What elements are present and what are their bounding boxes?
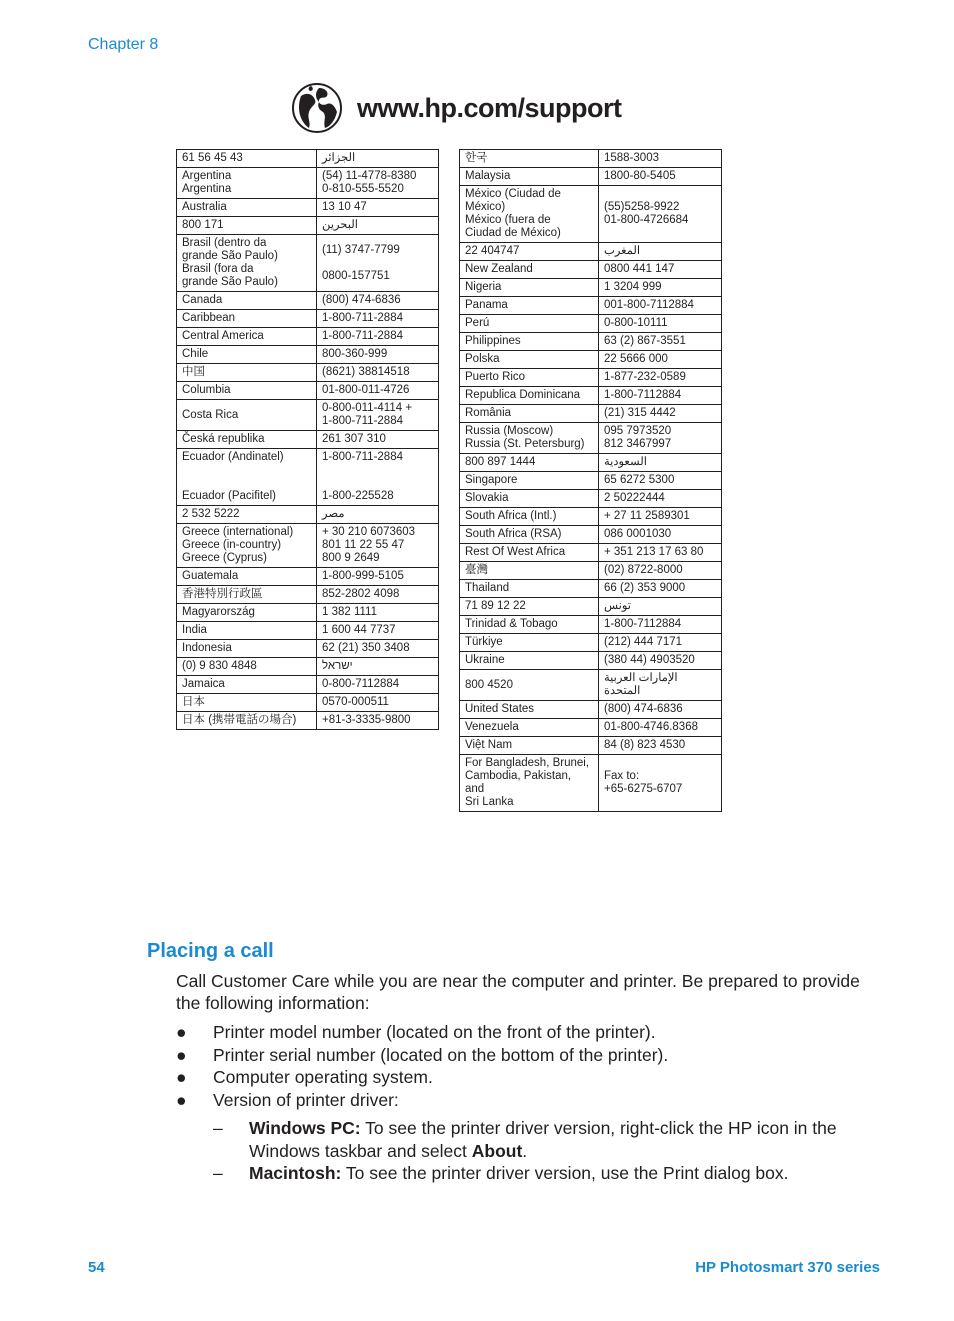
country-cell: 71 89 12 22 xyxy=(460,598,599,616)
country-cell: Polska xyxy=(460,351,599,369)
country-cell: United States xyxy=(460,701,599,719)
section-title: Placing a call xyxy=(147,940,274,962)
list-item: ● Version of printer driver: xyxy=(176,1089,399,1110)
product-name: HP Photosmart 370 series xyxy=(695,1259,880,1276)
country-cell: Ecuador (Andinatel) Ecuador (Pacifitel) xyxy=(177,449,317,506)
country-cell: Venezuela xyxy=(460,719,599,737)
phone-cell: 62 (21) 350 3408 xyxy=(317,640,439,658)
table-row xyxy=(460,701,722,719)
phone-cell: (8621) 38814518 xyxy=(317,364,439,382)
bullet-icon: ● xyxy=(176,1022,187,1042)
country-cell: Malaysia xyxy=(460,168,599,186)
table-row xyxy=(460,719,722,737)
country-cell: New Zealand xyxy=(460,261,599,279)
phone-cell: 095 7973520 812 3467997 xyxy=(599,423,722,454)
country-cell: Russia (Moscow) Russia (St. Petersburg) xyxy=(460,423,599,454)
phone-cell: 086 0001030 xyxy=(599,526,722,544)
country-cell: Việt Nam xyxy=(460,737,599,755)
country-cell: 800 4520 xyxy=(460,670,599,701)
bullet-icon: ● xyxy=(176,1067,187,1087)
table-row xyxy=(177,524,439,568)
phone-cell: 0800 441 147 xyxy=(599,261,722,279)
phone-cell: 13 10 47 xyxy=(317,199,439,217)
phone-cell: 01-800-4746.8368 xyxy=(599,719,722,737)
phone-cell: 65 6272 5300 xyxy=(599,472,722,490)
table-row xyxy=(460,150,722,168)
country-cell: 中国 xyxy=(177,364,317,382)
phone-cell: 1 600 44 7737 xyxy=(317,622,439,640)
phone-cell: السعودية xyxy=(599,454,722,472)
country-cell: Thailand xyxy=(460,580,599,598)
table-row xyxy=(460,526,722,544)
sub-item-macintosh: – Macintosh: To see the printer driver version, use the Print dialog box. xyxy=(213,1163,789,1183)
phone-cell: 1-800-711-2884 xyxy=(317,328,439,346)
phone-cell: (800) 474-6836 xyxy=(599,701,722,719)
country-cell: Magyarország xyxy=(177,604,317,622)
phone-cell: 1-800-711-2884 xyxy=(317,310,439,328)
phone-cell: 261 307 310 xyxy=(317,431,439,449)
phone-cell: الجزائر xyxy=(317,150,439,168)
table-row xyxy=(460,544,722,562)
phone-cell: (11) 3747-7799 0800-157751 xyxy=(317,235,439,292)
table-row xyxy=(177,235,439,292)
table-row xyxy=(460,369,722,387)
table-row xyxy=(177,217,439,235)
country-cell: 800 897 1444 xyxy=(460,454,599,472)
country-cell: Central America xyxy=(177,328,317,346)
country-cell: 2 532 5222 xyxy=(177,506,317,524)
table-row xyxy=(460,755,722,812)
phone-cell: (380 44) 4903520 xyxy=(599,652,722,670)
country-cell: Perú xyxy=(460,315,599,333)
table-row xyxy=(177,364,439,382)
table-row xyxy=(460,737,722,755)
phone-cell: 1-800-7112884 xyxy=(599,616,722,634)
table-row xyxy=(177,640,439,658)
table-row xyxy=(460,243,722,261)
table-row xyxy=(460,454,722,472)
table-row xyxy=(177,586,439,604)
phone-cell: 1-877-232-0589 xyxy=(599,369,722,387)
table-row xyxy=(460,351,722,369)
phone-cell: مصر xyxy=(317,506,439,524)
table-row xyxy=(460,186,722,243)
phone-cell: 0-800-10111 xyxy=(599,315,722,333)
country-cell: 日本 (携帯電話の場合) xyxy=(177,712,317,730)
table-row xyxy=(177,694,439,712)
table-row xyxy=(177,622,439,640)
country-cell: Columbia xyxy=(177,382,317,400)
country-cell: Česká republika xyxy=(177,431,317,449)
country-cell: Argentina Argentina xyxy=(177,168,317,199)
table-row xyxy=(177,431,439,449)
country-cell: Greece (international) Greece (in-country) Greece (Cyprus) xyxy=(177,524,317,568)
table-row xyxy=(177,449,439,506)
table-row xyxy=(177,658,439,676)
table-row xyxy=(460,598,722,616)
phone-cell: (54) 11-4778-8380 0-810-555-5520 xyxy=(317,168,439,199)
phone-cell: 66 (2) 353 9000 xyxy=(599,580,722,598)
phone-cell: الإمارات العربية المتحدة xyxy=(599,670,722,701)
table-row xyxy=(460,387,722,405)
phone-cell: (55)5258-9922 01-800-4726684 xyxy=(599,186,722,243)
phone-cell: 1588-3003 xyxy=(599,150,722,168)
intro-paragraph: Call Customer Care while you are near the computer and printer. Be prepared to provide the following information: xyxy=(176,971,860,1013)
country-cell: South Africa (RSA) xyxy=(460,526,599,544)
table-row xyxy=(177,346,439,364)
table-row xyxy=(460,297,722,315)
phone-cell: 0-800-7112884 xyxy=(317,676,439,694)
country-cell: Indonesia xyxy=(177,640,317,658)
phone-cell: (212) 444 7171 xyxy=(599,634,722,652)
phone-cell: 852-2802 4098 xyxy=(317,586,439,604)
phone-cell: + 351 213 17 63 80 xyxy=(599,544,722,562)
table-row xyxy=(460,168,722,186)
phone-cell: 001-800-7112884 xyxy=(599,297,722,315)
table-row xyxy=(460,333,722,351)
country-cell: Canada xyxy=(177,292,317,310)
table-row xyxy=(460,580,722,598)
table-row xyxy=(177,604,439,622)
phone-cell: المغرب xyxy=(599,243,722,261)
bullet-icon: ● xyxy=(176,1089,187,1110)
phone-cell: + 30 210 6073603 801 11 22 55 47 800 9 2649 xyxy=(317,524,439,568)
support-url: www.hp.com/support xyxy=(357,92,622,123)
chapter-label: Chapter 8 xyxy=(88,36,159,53)
phone-cell: 63 (2) 867-3551 xyxy=(599,333,722,351)
table-row xyxy=(460,652,722,670)
table-row xyxy=(177,400,439,431)
country-cell: Nigeria xyxy=(460,279,599,297)
table-row xyxy=(460,279,722,297)
table-row xyxy=(460,490,722,508)
phone-cell: 1-800-7112884 xyxy=(599,387,722,405)
sub-item-windows: – Windows PC: To see the printer driver version, right-click the HP icon in the Windows taskbar and select About. xyxy=(213,1118,837,1161)
list-item: ● Printer model number (located on the front of the printer). xyxy=(176,1022,656,1042)
phone-cell: 800-360-999 xyxy=(317,346,439,364)
table-row xyxy=(460,634,722,652)
country-cell: 臺灣 xyxy=(460,562,599,580)
table-row xyxy=(177,712,439,730)
country-cell: 61 56 45 43 xyxy=(177,150,317,168)
list-item: ● Computer operating system. xyxy=(176,1067,433,1087)
country-cell: South Africa (Intl.) xyxy=(460,508,599,526)
support-logo xyxy=(291,80,622,136)
country-cell: Australia xyxy=(177,199,317,217)
info-bullet-list xyxy=(176,1021,876,1111)
table-row xyxy=(460,670,722,701)
country-cell: Rest Of West Africa xyxy=(460,544,599,562)
phone-cell: 22 5666 000 xyxy=(599,351,722,369)
phone-table-right xyxy=(459,149,722,812)
country-cell: 香港特別行政區 xyxy=(177,586,317,604)
country-cell: Guatemala xyxy=(177,568,317,586)
table-row xyxy=(460,562,722,580)
phone-cell: (02) 8722-8000 xyxy=(599,562,722,580)
phone-cell: ישראל xyxy=(317,658,439,676)
phone-cell: 01-800-011-4726 xyxy=(317,382,439,400)
country-cell: Chile xyxy=(177,346,317,364)
country-cell: For Bangladesh, Brunei, Cambodia, Pakistan, and Sri Lanka xyxy=(460,755,599,812)
country-cell: Brasil (dentro da grande São Paulo) Brasil (fora da grande São Paulo) xyxy=(177,235,317,292)
driver-sub-list xyxy=(213,1117,883,1185)
country-cell: Slovakia xyxy=(460,490,599,508)
country-cell: Costa Rica xyxy=(177,400,317,431)
phone-cell: 1-800-999-5105 xyxy=(317,568,439,586)
table-row xyxy=(177,168,439,199)
table-row xyxy=(177,199,439,217)
country-cell: Philippines xyxy=(460,333,599,351)
table-row xyxy=(460,423,722,454)
country-cell: Puerto Rico xyxy=(460,369,599,387)
country-cell: 800 171 xyxy=(177,217,317,235)
country-cell: Singapore xyxy=(460,472,599,490)
list-item: ● Printer serial number (located on the bottom of the printer). xyxy=(176,1044,669,1065)
table-row xyxy=(177,506,439,524)
phone-cell: تونس xyxy=(599,598,722,616)
phone-cell: 1-800-711-2884 1-800-225528 xyxy=(317,449,439,506)
globe-icon xyxy=(291,82,343,134)
country-cell: Republica Dominicana xyxy=(460,387,599,405)
table-row xyxy=(460,508,722,526)
country-cell: 日本 xyxy=(177,694,317,712)
table-row xyxy=(460,405,722,423)
table-row xyxy=(460,261,722,279)
phone-cell: +81-3-3335-9800 xyxy=(317,712,439,730)
country-cell: México (Ciudad de México) México (fuera de Ciudad de México) xyxy=(460,186,599,243)
country-cell: 한국 xyxy=(460,150,599,168)
phone-cell: Fax to: +65-6275-6707 xyxy=(599,755,722,812)
phone-table-left xyxy=(176,149,439,730)
phone-cell: 1800-80-5405 xyxy=(599,168,722,186)
table-row xyxy=(177,676,439,694)
phone-cell: 0570-000511 xyxy=(317,694,439,712)
dash-icon: – xyxy=(213,1118,223,1138)
phone-cell: 2 50222444 xyxy=(599,490,722,508)
country-cell: (0) 9 830 4848 xyxy=(177,658,317,676)
table-row xyxy=(177,382,439,400)
phone-cell: + 27 11 2589301 xyxy=(599,508,722,526)
country-cell: Ukraine xyxy=(460,652,599,670)
phone-cell: 84 (8) 823 4530 xyxy=(599,737,722,755)
table-row xyxy=(177,310,439,328)
country-cell: România xyxy=(460,405,599,423)
bullet-icon: ● xyxy=(176,1044,187,1065)
country-cell: Jamaica xyxy=(177,676,317,694)
table-row xyxy=(177,328,439,346)
phone-cell: 1 3204 999 xyxy=(599,279,722,297)
table-row xyxy=(177,150,439,168)
country-cell: Trinidad & Tobago xyxy=(460,616,599,634)
country-cell: Caribbean xyxy=(177,310,317,328)
country-cell: 22 404747 xyxy=(460,243,599,261)
table-row xyxy=(460,472,722,490)
dash-icon: – xyxy=(213,1163,223,1183)
country-cell: India xyxy=(177,622,317,640)
phone-cell: (800) 474-6836 xyxy=(317,292,439,310)
country-cell: Türkiye xyxy=(460,634,599,652)
table-row xyxy=(177,292,439,310)
table-row xyxy=(460,315,722,333)
country-cell: Panama xyxy=(460,297,599,315)
phone-cell: 1 382 1111 xyxy=(317,604,439,622)
page-number: 54 xyxy=(88,1259,105,1276)
table-row xyxy=(460,616,722,634)
phone-cell: البحرين xyxy=(317,217,439,235)
phone-cell: 0-800-011-4114 + 1-800-711-2884 xyxy=(317,400,439,431)
table-row xyxy=(177,568,439,586)
phone-cell: (21) 315 4442 xyxy=(599,405,722,423)
